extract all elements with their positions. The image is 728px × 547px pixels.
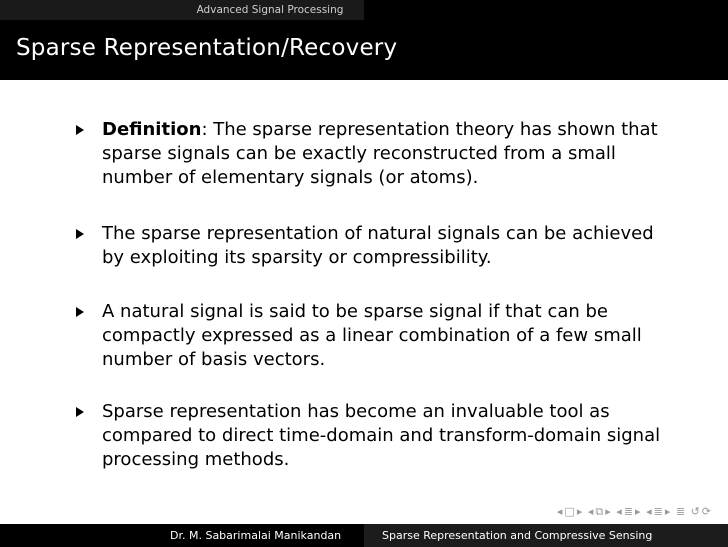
- beamer-navigation: [556, 505, 712, 523]
- header-section-text: Advanced Signal Processing: [196, 4, 344, 16]
- bullet-line: number of elementary signals (or atoms).: [102, 167, 479, 188]
- bullet-line: compactly expressed as a linear combination of a few small: [102, 325, 642, 346]
- bullet-triangle-icon: [76, 307, 84, 317]
- footer-presentation-title: Sparse Representation and Compressive Sensing: [382, 529, 653, 542]
- nav-back-icon[interactable]: ↺: [690, 505, 700, 518]
- nav-search-icon[interactable]: ⟳: [701, 505, 711, 518]
- bullet-line: sparse signals can be exactly reconstructed from a small: [102, 143, 616, 164]
- slide-title: Sparse Representation/Recovery: [16, 35, 398, 61]
- header-section-label[interactable]: [0, 0, 364, 20]
- nav-next-subsection-icon[interactable]: ▸: [635, 505, 641, 518]
- footer-author: Dr. M. Sabarimalai Manikandan: [170, 529, 342, 542]
- bullet-line: compared to direct time-domain and transform-domain signal: [102, 425, 661, 446]
- nav-next-slide-icon[interactable]: ▸: [576, 505, 583, 518]
- nav-prev-frame-icon[interactable]: ◂: [587, 505, 594, 518]
- bullet-line: by exploiting its sparsity or compressibility.: [102, 247, 492, 268]
- bullet-triangle-icon: [76, 125, 84, 135]
- bullet-line: processing methods.: [102, 449, 290, 470]
- definition-text: : The sparse representation theory has shown that: [201, 119, 658, 140]
- nav-next-section-icon[interactable]: ▸: [664, 505, 671, 518]
- nav-toc-icon[interactable]: ≣: [675, 505, 686, 518]
- title-bar: [0, 20, 728, 80]
- nav-frame-icon[interactable]: ⧉: [595, 505, 604, 518]
- nav-section-icon[interactable]: ≣: [653, 505, 663, 518]
- footer-bar: [0, 524, 728, 547]
- bullet-line: The sparse representation of natural signals can be achieved: [102, 223, 654, 244]
- bullet-line: [102, 118, 658, 142]
- nav-prev-section-icon[interactable]: ◂: [646, 505, 652, 518]
- nav-next-frame-icon[interactable]: ▸: [605, 505, 611, 518]
- nav-slide-icon[interactable]: □: [564, 505, 575, 518]
- nav-prev-subsection-icon[interactable]: ◂: [616, 505, 622, 518]
- bullet-line: Sparse representation has become an invaluable tool as: [102, 401, 610, 422]
- bullet-triangle-icon: [76, 407, 84, 417]
- bullet-line: number of basis vectors.: [102, 349, 326, 370]
- header-bar: [0, 0, 728, 20]
- nav-prev-slide-icon[interactable]: ◂: [556, 505, 563, 518]
- definition-term: Definition: [102, 119, 202, 140]
- bullet-triangle-icon: [76, 229, 84, 239]
- bullet-line: A natural signal is said to be sparse signal if that can be: [102, 301, 608, 322]
- nav-subsection-icon[interactable]: ≣: [623, 505, 634, 518]
